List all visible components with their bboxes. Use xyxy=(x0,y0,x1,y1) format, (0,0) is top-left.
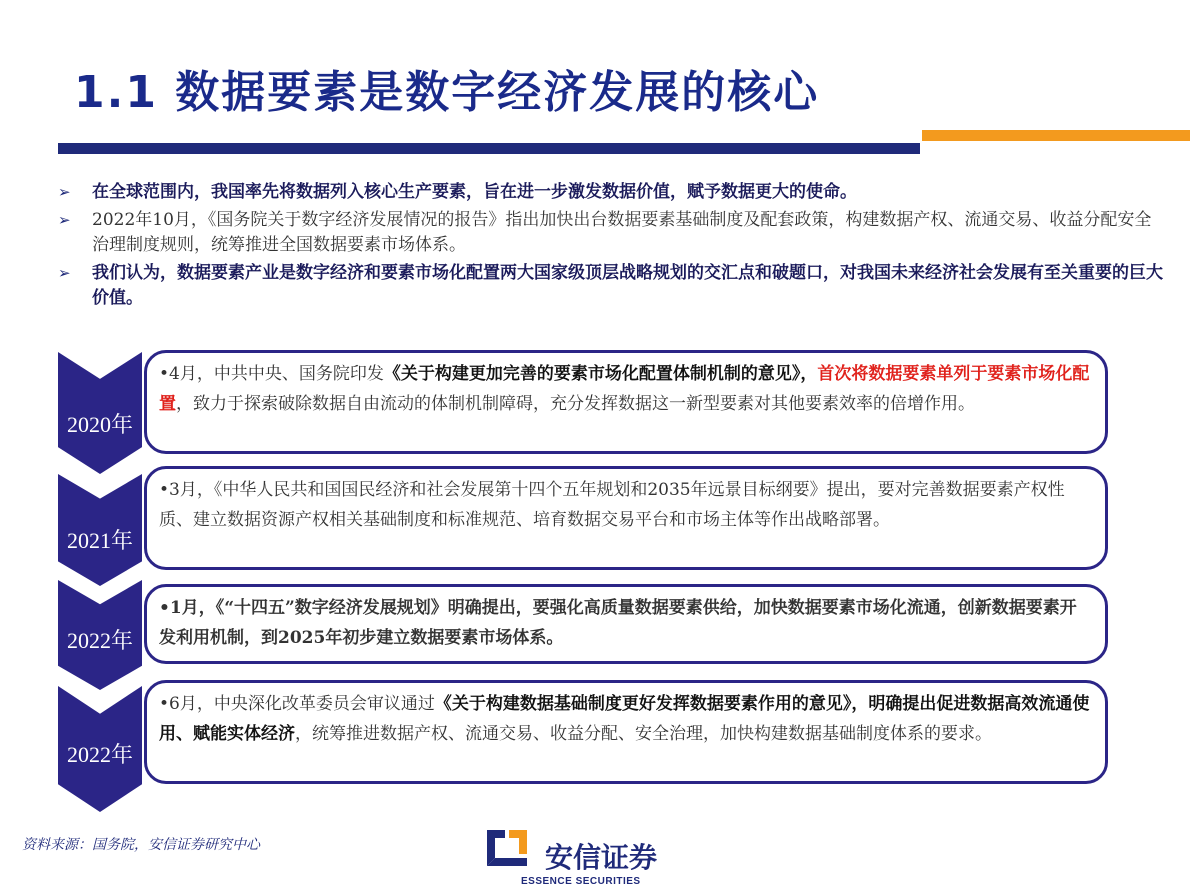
timeline-doc-title: 《关于构建更加完善的要素市场化配置体制机制的意见》， xyxy=(383,364,818,384)
bullet-text: 我们认为，数据要素产业是数字经济和要素市场化配置两大国家级顶层战略规划的交汇点和破题口，对我国未来经济社会发展有至关重要的巨大价值。 xyxy=(92,263,1163,308)
timeline-text: •3月，《中华人民共和国国民经济和社会发展第十四个五年规划和2035年远景目标纲要》提出，要对完善数据要素产权性质、建立数据资源产权相关基础制度和标准规范、培育数据交易平台和市场主体等作出战略部署。 xyxy=(159,480,1065,530)
source-note: 资料来源：国务院，安信证券研究中心 xyxy=(22,837,260,853)
timeline-highlight: 首次将数据要素单列于要素市场化配置 xyxy=(159,364,1090,414)
timeline-text: •6月，中央深化改革委员会审议通过 xyxy=(159,694,435,714)
bullet-text: 2022年10月，《国务院关于数字经济发展情况的报告》指出加快出台数据要素基础制度及配套政策，构建数据产权、流通交易、收益分配安全治理制度规则，统筹推进全国数据要素市场体系。 xyxy=(92,210,1152,255)
bullet-item xyxy=(58,208,1168,258)
timeline-year: 2021年 xyxy=(66,528,133,553)
timeline-box xyxy=(144,584,1108,664)
logo-english-name: ESSENCE SECURITIES xyxy=(521,876,641,887)
timeline-box xyxy=(144,350,1108,454)
arrow-icon: ➢ xyxy=(58,183,71,201)
arrow-icon: ➢ xyxy=(58,264,71,282)
essence-logo-icon xyxy=(483,824,533,872)
title-underline-navy xyxy=(58,143,920,154)
timeline-box xyxy=(144,466,1108,570)
page-title: 1.1 数据要素是数字经济发展的核心 xyxy=(74,67,820,118)
logo-chinese-name: 安信证券 xyxy=(545,841,658,874)
bullet-list xyxy=(58,180,1168,314)
bullet-text: 在全球范围内，我国率先将数据列入核心生产要素，旨在进一步激发数据价值，赋予数据更大的使命。 xyxy=(92,182,857,202)
bullet-item xyxy=(58,261,1168,311)
bullet-item xyxy=(58,180,1168,205)
timeline-box xyxy=(144,680,1108,784)
timeline-doc-title: 《关于构建数据基础制度更好发挥数据要素作用的意见》，明确提出促进数据高效流通使用、赋能实体经济 xyxy=(159,694,1090,744)
timeline-text: ，统筹推进数据产权、流通交易、收益分配、安全治理，加快构建数据基础制度体系的要求。 xyxy=(295,724,992,744)
arrow-icon: ➢ xyxy=(58,211,71,229)
timeline-year: 2022年 xyxy=(66,628,133,653)
timeline-text: •1月，《“十四五”数字经济发展规划》明确提出，要强化高质量数据要素供给，加快数据要素市场化流通，创新数据要素开发利用机制，到2025年初步建立数据要素市场体系。 xyxy=(159,598,1077,648)
timeline-year: 2022年 xyxy=(66,742,133,767)
timeline-text: •4月，中共中央、国务院印发 xyxy=(159,364,384,384)
title-underline-orange xyxy=(922,130,1190,141)
timeline-text: ，致力于探索破除数据自由流动的体制机制障碍，充分发挥数据这一新型要素对其他要素效率的倍增作用。 xyxy=(176,394,975,414)
timeline-year: 2020年 xyxy=(66,412,133,437)
